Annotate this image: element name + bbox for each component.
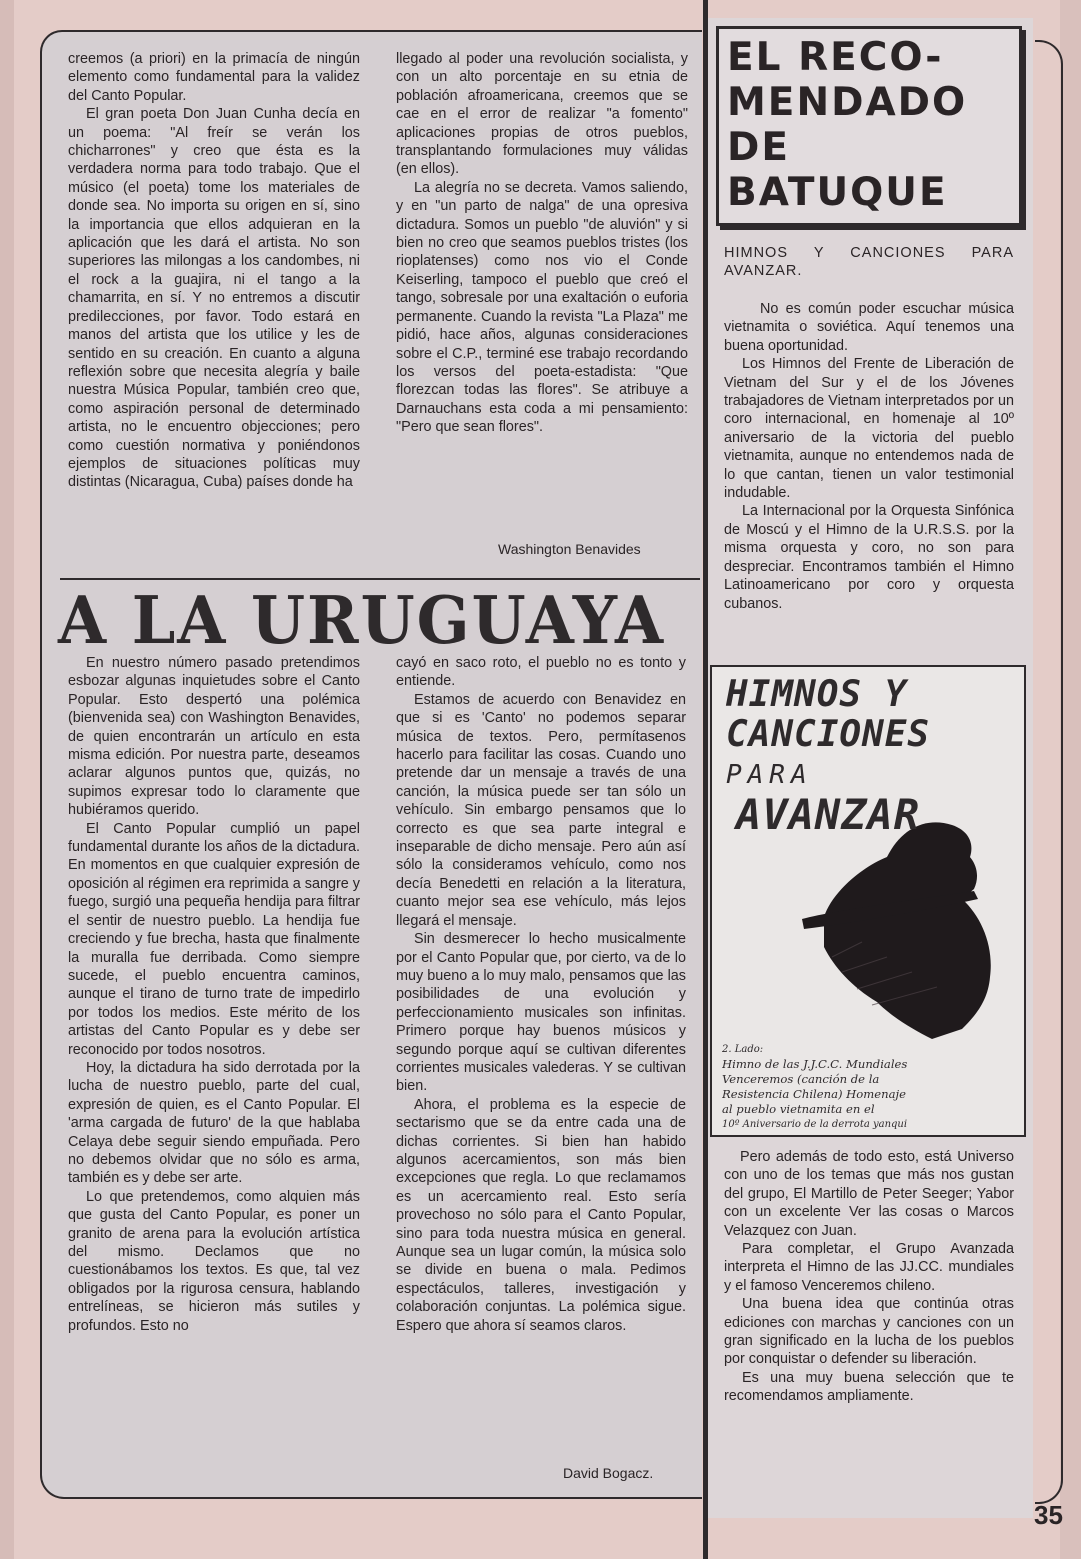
title-line: BATUQUE (727, 170, 948, 215)
note-line: 10º Aniversario de la derrota yanqui (722, 1119, 908, 1130)
album-subtitle: HIMNOS Y CANCIONES PARA AVANZAR. (724, 245, 1014, 279)
paragraph: El gran poeta Don Juan Cunha decía en un poema: "Al freír se verán los chicharrones" y creo que ésta es la verdadera norma para todo trabajo. Que el músico (el poeta) tome los materiales de donde sea. No importa su origen en sí, sino la importancia que ellos adquieran en la aplicación que les dará el artista. No son superiores las milongas a los candombes, ni el rock a la guajira, ni el tango a la chamarrita, en sí. Y no entremos a discutir predilecciones, por favor. Todo estará en manos del artista que los utilice y les de sentido en su creación. En cuanto a alguna reflexión sobre que necesita alegría y baile nuestra Música Popular, también creo que, como aspiración personal de determinado artista, no le encuentro objecciones; pero como cuestión normativa y poniéndonos ejemplos de situaciones políticas muy distintas (Nicaragua, Cuba) países donde ha (68, 106, 360, 491)
album-handwritten-notes (722, 1042, 1018, 1132)
paragraph: Sin desmerecer lo hecho musicalmente por el Canto Popular que, por cierto, va de lo muy bueno a lo muy malo, pensamos que las posibilidades de una evolución y perfeccionamiento musicales son infinitas. Primero porque hay buenos músicos y segundo porque aquí se cultivan diferentes corrientes musicales valederas. Y se cultivan bien. (396, 931, 686, 1095)
cover-line: HIMNOS Y (726, 674, 908, 715)
column-divider (703, 0, 708, 1559)
page-edge-left (0, 0, 14, 1559)
paragraph: llegado al poder una revolución socialista, y con un alto porcentaje en su etnia de población afroamericana, creemos que se cae en el error de realizar "a fomento" aplicaciones propias de otros pueblos, transplantando formulaciones muy válidas (en ellos). (396, 51, 688, 178)
paragraph: Los Himnos del Frente de Liberación de Vietnam del Sur y el de los Jóvenes trabajadores de Vietnam interpretados por un coro internacional, en homenaje al 10º aniversario de la victoria del pueblo vietnamita, aunque no entendemos nada de lo que cantan, tienen un valor testimonial indudable. (724, 356, 1014, 502)
paragraph: cayó en saco roto, el pueblo no es tonto y entiende. (396, 655, 686, 690)
paragraph: Hoy, la dictadura ha sido derrotada por la lucha de nuestro pueblo, parte del cual, expresión de quien, es el Canto Popular. El 'arma cargada de futuro' de la que hablaba Celaya debe seguir siendo empuñada. Pero no debemos olvidar que no sólo es arma, también es y debe ser arte. (68, 1059, 360, 1187)
paragraph: Lo que pretendemos, como alquien más que gusta del Canto Popular, es poner un granito de arena para la evolución artística del mismo. Declamos que no cuestionábamos los textos. Es que, tal vez obligados por la rigurosa censura, hablando entrelíneas, se hicieron más sutiles y profundos. Esto no (68, 1188, 360, 1334)
album-cover (710, 665, 1026, 1137)
paragraph: En nuestro número pasado pretendimos esbozar algunas inquietudes sobre el Canto Popular. Esto despertó una polémica (bienvenida sea) con Washington Benavides, de quien encontrarán un artículo en esta misma edición. Por nuestra parte, deseamos aclarar algunos puntos que, quizás, no supimos expresar todo lo claramente que hubiéramos querido. (68, 655, 360, 819)
paragraph: Estamos de acuerdo con Benavidez en que si es 'Canto' no podemos separar música de textos. Pero, permítasenos hacerlo para facilitar las cosas. Cuando uno pretende dar un mensaje a través de una canción, la música puede ser tan sólo un vehículo. Sin embargo pensamos que lo correcto es que sea parte integral e inseparable de dicho mensaje. Pero aún así sólo la consideramos vehículo, como nos decía Benedetti en relación a la literatura, cuanto mejor sea ese vehículo, más lejos llegará el mensaje. (396, 691, 686, 929)
title-line: DE (727, 125, 791, 170)
paragraph: Para completar, el Grupo Avanzada interpreta el Himno de las JJ.CC. mundiales y el famoso Venceremos chileno. (724, 1241, 1014, 1294)
top-article-col2 (396, 50, 688, 437)
author-signature-benavides: Washington Benavides (498, 541, 641, 557)
cover-line: CANCIONES (726, 714, 931, 755)
page-number: 35 (1034, 1500, 1063, 1530)
note-line: 2. Lado: (722, 1044, 764, 1055)
paragraph: creemos (a priori) en la primacía de ningún elemento como fundamental para la validez del Canto Popular. (68, 51, 360, 104)
note-line: Venceremos (canción de la (722, 1072, 880, 1086)
sidebar-text-bottom (724, 1148, 1014, 1406)
paragraph: La alegría no se decreta. Vamos saliendo, y en "un parto de nalga" de una opresiva dictadura. Somos un pueblo "de aluvión" y si bien no creo que seamos pueblos tristes (los rioplatenses) como nos vio el Conde Keiserling, tampoco el pueblo que creó el tango, sobresale por una exaltación o euforia permanente. Cuando la revista "La Plaza" me pidió, hace años, algunas consideraciones sobre el C.P., terminé ese trabajo recordando los versos del poeta-estadista: "Que florezcan todas las flores". Se atribuye a Darnauchans esta coda a mi pensamiento: "Pero que sean flores". (396, 179, 688, 436)
top-article-col1 (68, 50, 360, 492)
main-article-col2 (396, 654, 686, 1335)
paragraph: Una buena idea que continúa otras ediciones con marchas y canciones con un gran significado en la lucha de los pueblos por conquistar o defender su liberación. (724, 1296, 1014, 1368)
title-line: MENDADO (727, 80, 968, 125)
paragraph: La Internacional por la Orquesta Sinfónica de Moscú y el Himno de la U.R.S.S. por la misma orquesta y coro, no son para despreciar. Encontramos también el Himno Latinoamericano por coro y orquesta cubanos. (724, 503, 1014, 612)
recommendation-title-box (716, 26, 1022, 226)
section-rule (60, 578, 700, 580)
page-border-right (1035, 40, 1063, 1504)
author-signature-bogacz: David Bogacz. (563, 1465, 654, 1481)
page-edge-right (1060, 0, 1081, 1559)
recommendation-title (727, 35, 1017, 215)
cover-line: PARA (726, 760, 813, 790)
album-cover-title (726, 674, 1016, 839)
article-title: A LA URUGUAYA (58, 582, 666, 659)
note-line: al pueblo vietnamita en el (722, 1102, 875, 1116)
paragraph: El Canto Popular cumplió un papel fundamental durante los años de la dictadura. En momentos en que cualquier expresión de oposición al régimen era reprimida a sangre y fuego, surgió una pequeña hendija para filtrar el sentir de nuestro pueblo. La hendija fue creciendo y fue brecha, hasta que finalmente la muralla fue derribada. Como siempre sucede, el pueblo encuentra caminos, aunque el tirano de turno trate de impedirlo por todos los medios. Este mérito de los artistas del Canto Popular es y debe ser reconocido por todos nosotros. (68, 820, 361, 1058)
paragraph: Ahora, el problema es la especie de sectarismo que se da entre cada una de dichas corrientes. Si bien han habido algunos acercamientos, son más bien excepciones que regla. Lo que reclamamos es un acercamiento real. Esto sería provechoso no sólo para el Canto Popular, sino para toda nuestra música en general. Aunque sea un lugar común, la música solo se divide en buena o mala. Pedimos espectáculos, talleres, investigación y colaboración conjuntas. La polémica sigue. Espero que ahora sí seamos claros. (396, 1096, 686, 1334)
paragraph: No es común poder escuchar música vietnamita o soviética. Aquí tenemos una buena oportunidad. (724, 301, 1014, 354)
paragraph: Pero además de todo esto, está Universo con uno de los temas que más nos gustan del grupo, El Martillo de Peter Seeger; Yabor con un excelente Ver las cosas o Marcos Velazquez con Juan. (724, 1149, 1014, 1239)
note-line: Himno de las J.J.C.C. Mundiales (722, 1057, 908, 1071)
main-article-col1 (68, 654, 360, 1335)
paragraph: Es una muy buena selección que te recomendamos ampliamente. (724, 1369, 1014, 1405)
sidebar-text-top (724, 300, 1014, 613)
title-line: EL RECO- (727, 35, 944, 80)
cover-line: AVANZAR (736, 790, 921, 839)
note-line: Resistencia Chilena) Homenaje (722, 1087, 906, 1101)
